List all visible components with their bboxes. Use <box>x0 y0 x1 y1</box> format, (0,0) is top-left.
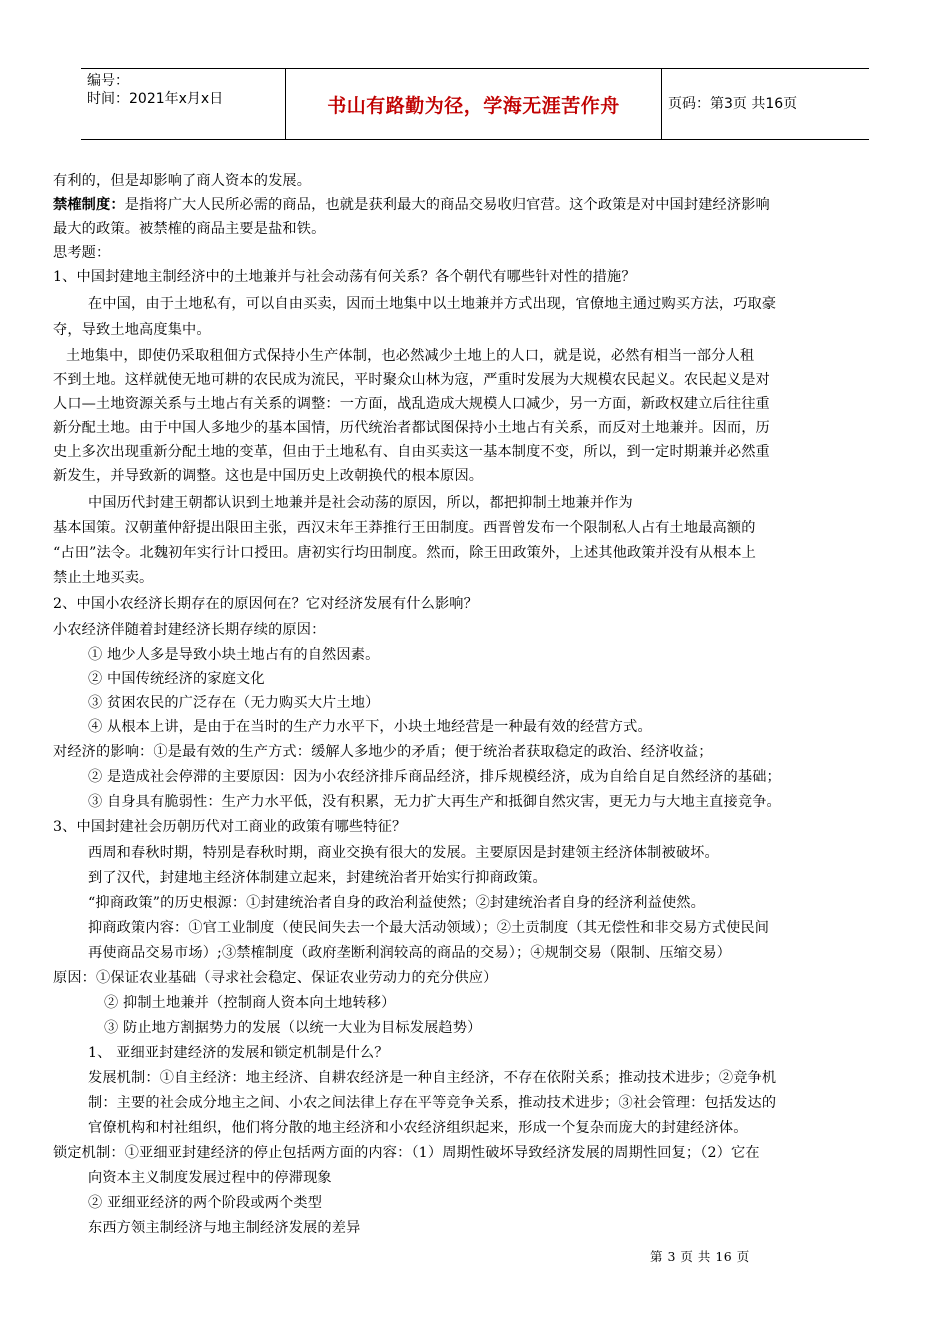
text-line: 官僚机构和村社组织，他们将分散的地主经济和小农经济组织起来，形成一个复杂而庞大的封建经济体。 <box>88 1120 748 1136</box>
text-line: 人口—土地资源关系与土地占有关系的调整：一方面，战乱造成大规模人口减少，另一方面，新政权建立后往往重 <box>53 396 770 412</box>
text-line: 有利的，但是却影响了商人资本的发展。 <box>53 173 312 189</box>
list-item: ③ 贫困农民的广泛存在（无力购买大片土地） <box>88 695 380 711</box>
text-line: 对经济的影响：①是最有效的生产方式：缓解人多地少的矛盾；便于统治者获取稳定的政治、经济收益； <box>53 744 713 760</box>
term-definition: 是指将广大人民所必需的商品，也就是获利最大的商品交易收归官营。这个政策是对中国封建经济影响 <box>124 197 770 213</box>
list-item: ② 中国传统经济的家庭文化 <box>88 671 265 687</box>
text-line: 原因：①保证农业基础（寻求社会稳定、保证农业劳动力的充分供应） <box>53 970 498 986</box>
text-line: ② 抑制土地兼并（控制商人资本向土地转移） <box>104 995 396 1011</box>
text-line: 在中国，由于土地私有，可以自由买卖，因而土地集中以土地兼并方式出现，官僚地主通过购买方法，巧取豪 <box>88 296 777 312</box>
text-line: 禁止土地买卖。 <box>53 570 154 586</box>
header-motto: 书山有路勤为径，学海无涯苦作舟 <box>327 95 620 117</box>
text-line: 到了汉代，封建地主经济体制建立起来，封建统治者开始实行抑商政策。 <box>88 870 547 886</box>
text-line: 中国历代封建王朝都认识到土地兼并是社会动荡的原因，所以，都把抑制土地兼并作为 <box>88 495 633 511</box>
text-line: ③ 自身具有脆弱性：生产力水平低，没有积累，无力扩大再生产和抵御自然灾害，更无力与大地主直接竞争。 <box>88 794 781 810</box>
question-heading: 1、中国封建地主制经济中的土地兼并与社会动荡有何关系？各个朝代有哪些针对性的措施？ <box>53 269 636 285</box>
question-heading: 3、中国封建社会历朝历代对工商业的政策有哪些特征？ <box>53 819 407 835</box>
text-line: 抑商政策内容：①官工业制度（使民间失去一个最大活动领域）；②土贡制度（其无偿性和非交易方式使民间 <box>88 920 770 936</box>
text-line: “占田”法令。北魏初年实行计口授田。唐初实行均田制度。然而，除王田政策外，上述其他政策并没有从根本上 <box>53 545 757 561</box>
text-line: 制：主要的社会成分地主之间、小农之间法律上存在平等竞争关系，推动技术进步；③社会管理：包括发达的 <box>88 1095 777 1111</box>
text-line: ② 是造成社会停滞的主要原因：因为小农经济排斥商品经济，排斥规模经济，成为自给自足自然经济的基础； <box>88 769 781 785</box>
text-line: ③ 防止地方割据势力的发展（以统一大业为目标发展趋势） <box>104 1020 482 1036</box>
text-line: 西周和春秋时期，特别是春秋时期，商业交换有很大的发展。主要原因是封建领主经济体制被破坏。 <box>88 845 719 861</box>
text-line: 思考题： <box>53 245 111 261</box>
text-line: 小农经济伴随着封建经济长期存续的原因： <box>53 622 326 638</box>
text-line: 东西方领主制经济与地主制经济发展的差异 <box>88 1220 361 1236</box>
text-line: ② 亚细亚经济的两个阶段或两个类型 <box>88 1195 323 1211</box>
question-heading: 2、中国小农经济长期存在的原因何在？它对经济发展有什么影响？ <box>53 596 478 612</box>
text-line: 夺，导致土地高度集中。 <box>53 322 211 338</box>
text-line: 不到土地。这样就使无地可耕的农民成为流民，平时聚众山林为寇，严重时发展为大规模农民起义。农民起义是对 <box>53 372 770 388</box>
page-footer: 第 3 页 共 16 页 <box>650 1249 750 1264</box>
document-number-label: 编号： <box>87 73 129 89</box>
text-line <box>53 195 770 215</box>
text-line: 最大的政策。被禁榷的商品主要是盐和铁。 <box>53 221 326 237</box>
list-item: ④ 从根本上讲，是由于在当时的生产力水平下，小块土地经营是一种最有效的经营方式。 <box>88 719 652 735</box>
text-line: 向资本主义制度发展过程中的停滞现象 <box>88 1170 332 1186</box>
header-page-info: 页码：第3页 共16页 <box>668 96 798 112</box>
text-line: 新发生，并导致新的调整。这也是中国历史上改朝换代的根本原因。 <box>53 468 484 484</box>
text-line: 土地集中，即使仍采取租佃方式保持小生产体制，也必然减少土地上的人口，就是说，必然有相当一部分人租 <box>66 348 755 364</box>
question-heading: 1、 亚细亚封建经济的发展和锁定机制是什么？ <box>88 1045 389 1061</box>
text-line: 锁定机制：①亚细亚封建经济的停止包括两方面的内容：（1）周期性破坏导致经济发展的周期性回复；（2）它在 <box>53 1145 760 1161</box>
text-line: “抑商政策”的历史根源：①封建统治者自身的政治利益使然；②封建统治者自身的经济利益使然。 <box>88 895 705 911</box>
document-time-label: 时间：2021年x月x日 <box>87 91 224 107</box>
text-line: 发展机制：①自主经济：地主经济、自耕农经济是一种自主经济，不存在依附关系；推动技术进步；②竞争机 <box>88 1070 777 1086</box>
text-line: 史上多次出现重新分配土地的变革，但由于土地私有、自由买卖这一基本制度不变，所以，到一定时期兼并必然重 <box>53 444 770 460</box>
term-jinque: 禁榷制度： <box>53 197 125 213</box>
text-line: 再使商品交易市场）;③禁榷制度（政府垄断利润较高的商品的交易）；④规制交易（限制、压缩交易） <box>88 945 732 961</box>
text-line: 新分配土地。由于中国人多地少的基本国情，历代统治者都试图保持小土地占有关系，而反对土地兼并。因而，历 <box>53 420 770 436</box>
text-line: 基本国策。汉朝董仲舒提出限田主张，西汉末年王莽推行王田制度。西晋曾发布一个限制私人占有土地最高额的 <box>53 520 756 536</box>
list-item: ① 地少人多是导致小块土地占有的自然因素。 <box>88 647 380 663</box>
